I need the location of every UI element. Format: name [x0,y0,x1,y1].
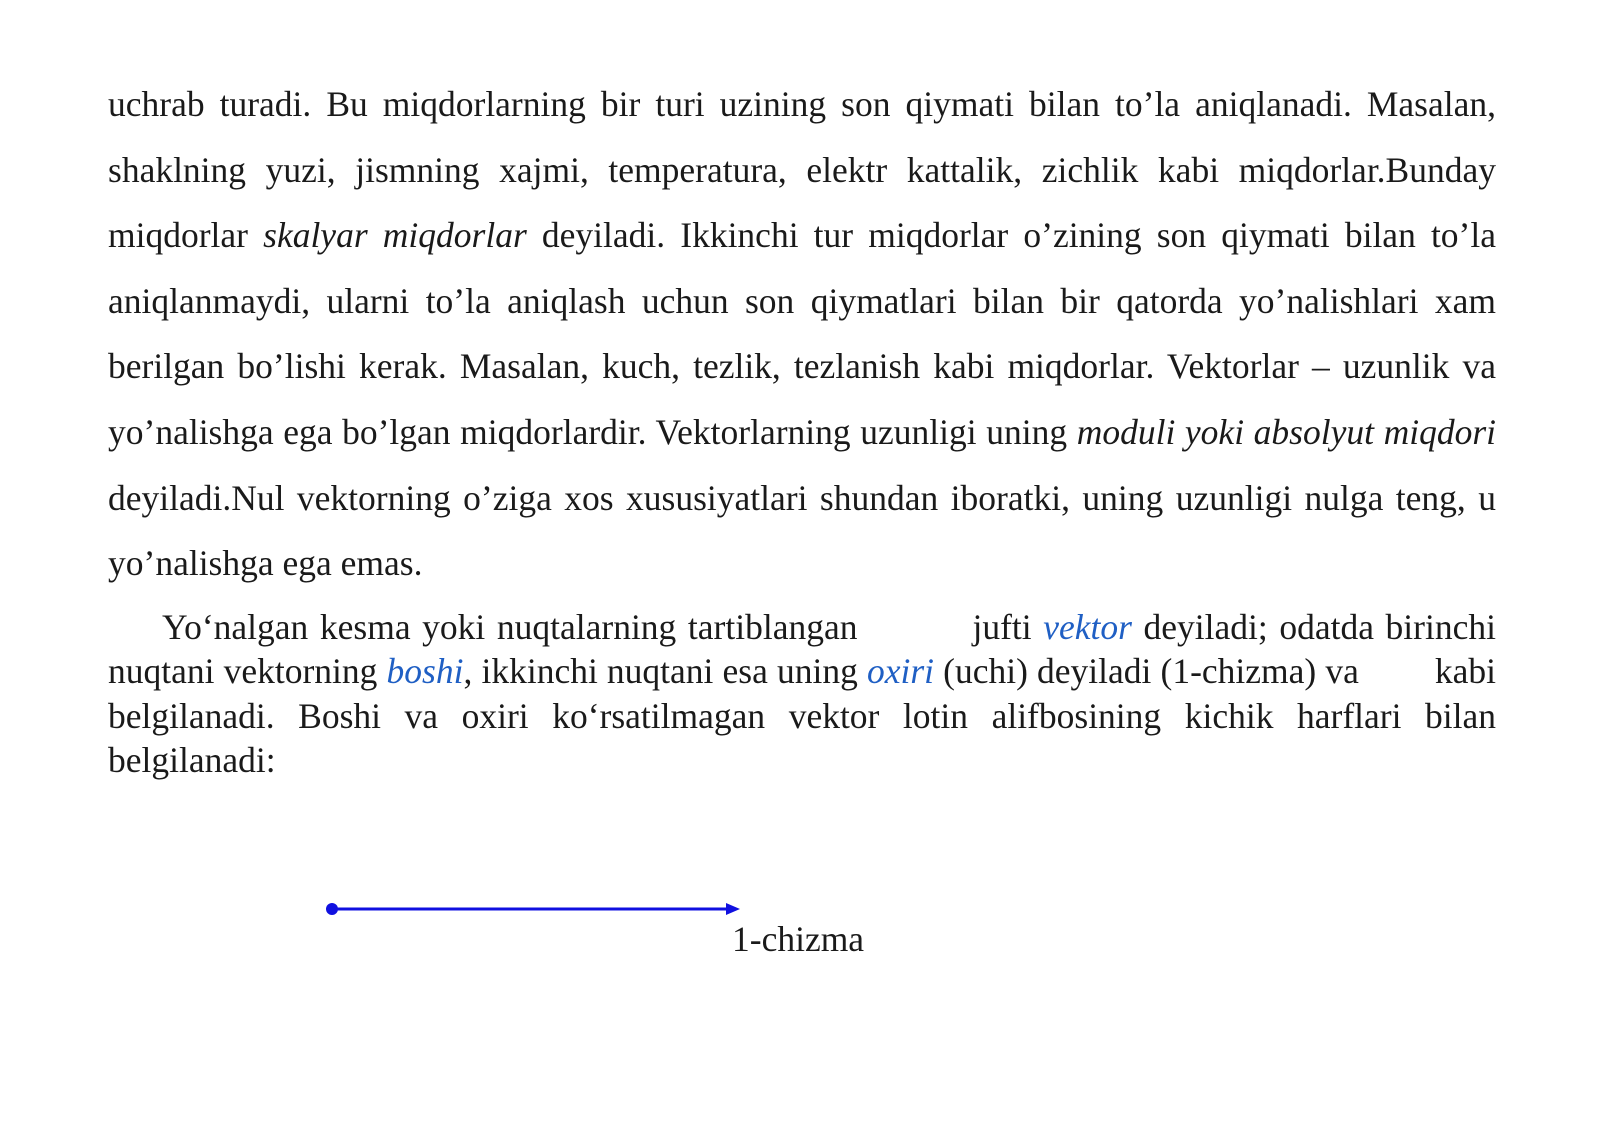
term-oxiri: oxiri [866,651,935,692]
term-scalar-quantities: skalyar miqdorlar [263,215,527,256]
term-vector-modulus: moduli yoki absolyut miqdori [1076,411,1496,452]
vector-arrowhead-icon [726,903,740,915]
paragraph-scalar-vector [108,72,1496,597]
paragraph2-text-2: jufti [972,606,1044,647]
figure-caption: 1-chizma [732,919,865,959]
paragraph2-text-4: , ikkinchi nuqtani esa uning [463,651,867,692]
paragraph2-text-5: (uchi) deyiladi (1-chizma) va [934,651,1359,692]
document-page [108,72,1496,783]
paragraph1-text-3: deyiladi.Nul vektorning o’ziga xos xususiyatlari shundan iboratki, uning uzunligi nulga teng, u yo’nalishga ega emas. [108,477,1496,584]
paragraph1-text-1: uchrab turadi. Bu miqdorlarning bir turi uzining son qiymati bilan to’la aniqlanadi. Masalan, shaklning yuzi, jismning xajmi, temperatura, elektr kattalik, zichlik kabi miqdorlar.Bunday miqdorlar [108,84,1496,256]
paragraph2-text-6: kabi belgilanadi. Boshi va oxiri ko‘rsatilmagan vektor lotin alifbosining kichik harflari bilan belgilanadi: [108,651,1496,781]
term-vektor: vektor [1043,606,1132,647]
paragraph2-text-3: deyiladi; odatda birinchi nuqtani vektorning [108,606,1496,692]
term-boshi: boshi [386,651,464,692]
paragraph-vector-definition [108,605,1496,783]
paragraph1-text-2: deyiladi. Ikkinchi tur miqdorlar o’zining son qiymati bilan to’la aniqlanmaydi, ularni to’la aniqlash uchun son qiymatlari bilan bir qatorda yo’nalishlari xam berilgan bo’lishi kerak. Masalan, kuch, tezlik, tezlanish kabi miqdorlar. Vektorlar – uzunlik va yo’nalishga ega bo’lgan miqdorlardir. Vektorlarning uzunligi uning [108,215,1497,452]
paragraph2-text-1: Yo‘nalgan kesma yoki nuqtalarning tartiblangan [162,606,858,647]
vector-start-point [326,903,338,915]
